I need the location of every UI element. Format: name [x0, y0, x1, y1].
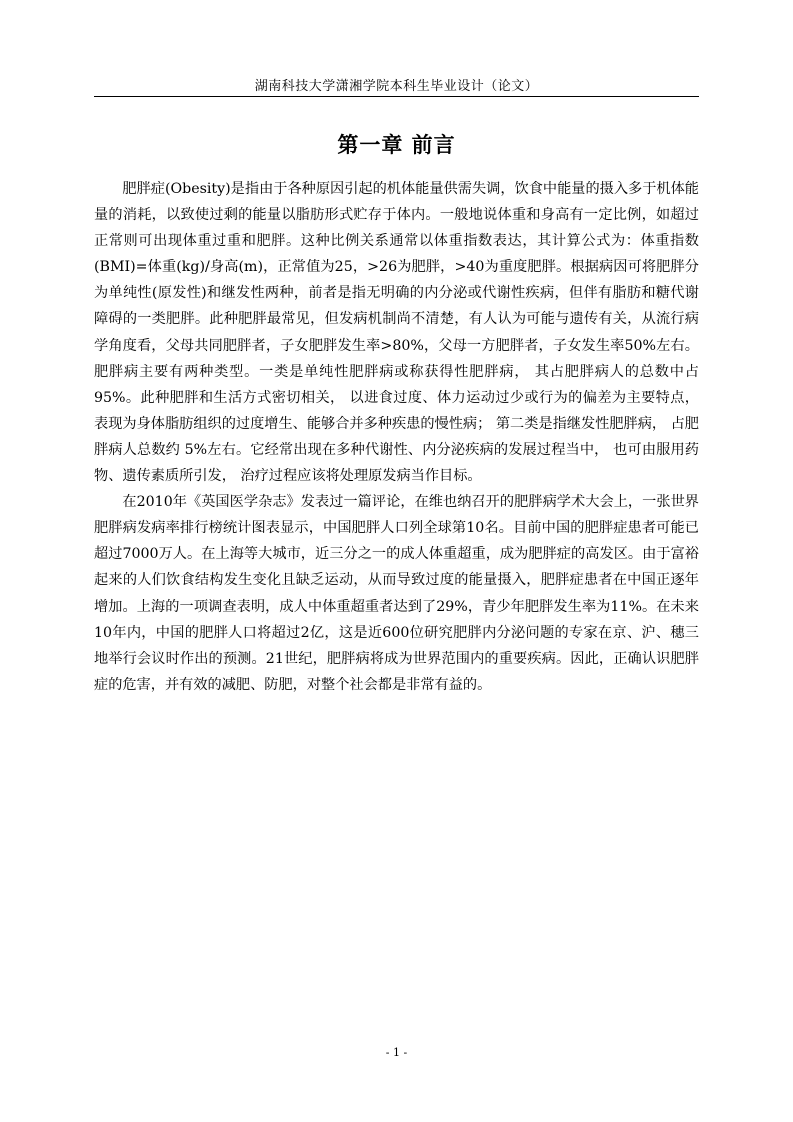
page-number: - 1 -	[385, 1046, 408, 1059]
running-header: 湖南科技大学潇湘学院本科生毕业设计（论文）	[254, 79, 539, 94]
paragraph-obesity-definition: 肥胖症(Obesity)是指由于各种原因引起的机体能量供需失调，饮食中能量的摄入多于机体能量的消耗，以致使过剩的能量以脂肪形式贮存于体内。一般地说体重和身高有一定比例，如超过正常则可出现体重过重和肥胖。这种比例关系通常以体重指数表达，其计算公式为：体重指数(BMI)=体重(kg)/身高(m)，正常值为25，>26为肥胖，>40为重度肥胖。根据病因可将肥胖分为单纯性(原发性)和继发性两种，前者是指无明确的内分泌或代谢性疾病，但伴有脂肪和糖代谢障碍的一类肥胖。此种肥胖最常见，但发病机制尚不清楚，有人认为可能与遗传有关，从流行病学角度看，父母共同肥胖者，子女肥胖发生率>80%，父母一方肥胖者，子女发生率50%左右。肥胖病主要有两种类型。一类是单纯性肥胖病或称获得性肥胖病， 其占肥胖病人的总数中占 95%。此种肥胖和生活方式密切相关， 以进食过度、体力运动过少或行为的偏差为主要特点， 表现为身体脂肪组织的过度增生、能够合并多种疾患的慢性病； 第二类是指继发性肥胖病， 占肥胖病人总数约 5%左右。它经常出现在多种代谢性、内分泌疾病的发展过程当中， 也可由服用药物、遗传素质所引发， 治疗过程应该将处理原发病当作目标。	[94, 181, 699, 485]
chapter-body	[94, 176, 699, 698]
paragraph-china-statistics: 在2010年《英国医学杂志》发表过一篇评论，在维也纳召开的肥胖病学术大会上，一张世界肥胖病发病率排行榜统计图表显示，中国肥胖人口列全球第10名。目前中国的肥胖症患者可能已超过7000万人。在上海等大城市，近三分之一的成人体重超重，成为肥胖症的高发区。由于富裕起来的人们饮食结构发生变化且缺乏运动，从而导致过度的能量摄入，肥胖症患者在中国正逐年增加。上海的一项调查表明，成人中体重超重者达到了29%，青少年肥胖发生率为11%。在未来10年内，中国的肥胖人口将超过2亿，这是近600位研究肥胖内分泌问题的专家在京、沪、穗三地举行会议时作出的预测。21世纪，肥胖病将成为世界范围内的重要疾病。因此，正确认识肥胖症的危害，并有效的减肥、防肥，对整个社会都是非常有益的。	[94, 494, 699, 693]
header-divider	[94, 96, 699, 97]
chapter-title: 第一章 前言	[337, 132, 456, 157]
